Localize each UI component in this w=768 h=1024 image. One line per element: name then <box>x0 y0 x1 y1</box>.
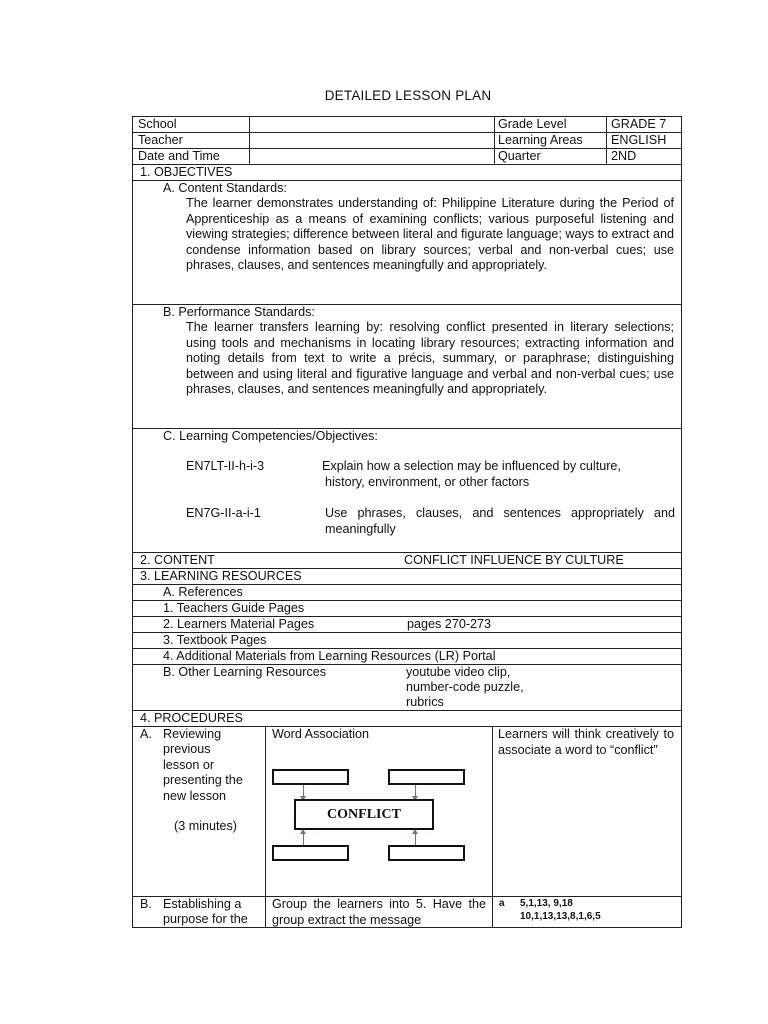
content-label: 2. CONTENT <box>140 553 215 567</box>
competency-text: history, environment, or other factors <box>325 475 530 489</box>
quarter-label: Quarter <box>498 149 541 163</box>
other-resources-label: B. Other Learning Resources <box>163 665 327 679</box>
competency-code: EN7LT-II-h-i-3 <box>186 459 265 473</box>
activity-instructions: Group the learners into 5. Have the group extract the message <box>272 897 486 927</box>
grade-level-label: Grade Level <box>498 117 567 131</box>
teacher-label: Teacher <box>138 133 183 147</box>
col-divider <box>494 116 495 164</box>
step-label: Reviewing <box>163 727 222 741</box>
number-code-puzzle: 5,1,13, 9,18 <box>520 898 573 909</box>
page-title: DETAILED LESSON PLAN <box>324 88 492 103</box>
step-letter: B. <box>140 897 152 911</box>
step-label: new lesson <box>163 789 227 803</box>
col-divider <box>606 116 607 164</box>
references-label: A. References <box>163 585 243 599</box>
school-label: School <box>138 117 177 131</box>
objectives-heading: 1. OBJECTIVES <box>140 165 233 179</box>
performance-standards-label: B. Performance Standards: <box>163 305 315 319</box>
content-standards-label: A. Content Standards: <box>163 181 287 195</box>
col-divider <box>492 726 493 928</box>
col-divider <box>265 726 266 928</box>
learning-resources-heading: 3. LEARNING RESOURCES <box>140 569 302 583</box>
resource-item: 2. Learners Material Pages <box>163 617 315 631</box>
other-resource-value: number-code puzzle, <box>406 680 524 694</box>
date-time-label: Date and Time <box>138 149 220 163</box>
content-value: CONFLICT INFLUENCE BY CULTURE <box>404 553 624 567</box>
activity-title: Word Association <box>272 727 370 741</box>
competencies-label: C. Learning Competencies/Objectives: <box>163 429 378 443</box>
word-box <box>388 769 465 785</box>
quarter-value: 2ND <box>611 149 637 163</box>
conflict-center-box: CONFLICT <box>294 799 434 830</box>
learning-areas-label: Learning Areas <box>498 133 583 147</box>
step-label: presenting the <box>163 773 243 787</box>
number-code-puzzle: 10,1,13,13,8,1,6,5 <box>520 911 601 922</box>
procedures-heading: 4. PROCEDURES <box>140 711 243 725</box>
resource-item: 4. Additional Materials from Learning Resources (LR) Portal <box>163 649 496 663</box>
arrow-down-icon <box>303 785 304 800</box>
resource-item-value: pages 270-273 <box>407 617 492 631</box>
grade-level-value: GRADE 7 <box>611 117 667 131</box>
competency-text: Use phrases, clauses, and sentences appropriately and meaningfully <box>325 506 675 536</box>
step-label: Establishing a <box>163 897 242 911</box>
content-standards-text: The learner demonstrates understanding of: Philippine Literature during the Period of Apprenticeship as a means of examining conflicts; various purposeful listening and viewing strategies; difference between literal and figurate language; ways to extract and condense information based on library sources; verbal and non-verbal cues; use phrases, clauses, and sentences meaningfully and appropriately. <box>186 196 674 272</box>
row-divider <box>132 132 682 133</box>
step-label: lesson or <box>163 758 215 772</box>
performance-standards-text: The learner transfers learning by: resolving conflict presented in literary selections; using tools and mechanisms in locating library resources; extracting information and noting details from text to write a précis, summary, or paraphrase; distinguishing between and using literal and figurative language and verbal and non-verbal cues; use phrases, clauses, and sentences meaningfully and appropriately. <box>186 320 674 396</box>
learning-areas-value: ENGLISH <box>611 133 667 147</box>
arrow-up-icon <box>415 830 416 846</box>
puzzle-item-letter: a <box>499 898 505 909</box>
resource-item: 3. Textbook Pages <box>163 633 267 647</box>
other-resource-value: youtube video clip, <box>406 665 511 679</box>
activity-note: Learners will think creatively to associate a word to “conflict” <box>498 727 674 757</box>
word-box <box>388 845 465 861</box>
resource-item: 1. Teachers Guide Pages <box>163 601 305 615</box>
step-time: (3 minutes) <box>174 819 237 833</box>
word-box <box>272 845 349 861</box>
arrow-down-icon <box>415 785 416 800</box>
col-divider <box>249 116 250 164</box>
step-label: purpose for the <box>163 912 248 926</box>
other-resource-value: rubrics <box>406 695 444 709</box>
step-label: previous <box>163 742 211 756</box>
competency-text: Explain how a selection may be influenced by culture, <box>322 459 621 473</box>
arrow-up-icon <box>303 830 304 846</box>
competency-code: EN7G-II-a-i-1 <box>186 506 261 520</box>
step-letter: A. <box>140 727 152 741</box>
word-box <box>272 769 349 785</box>
